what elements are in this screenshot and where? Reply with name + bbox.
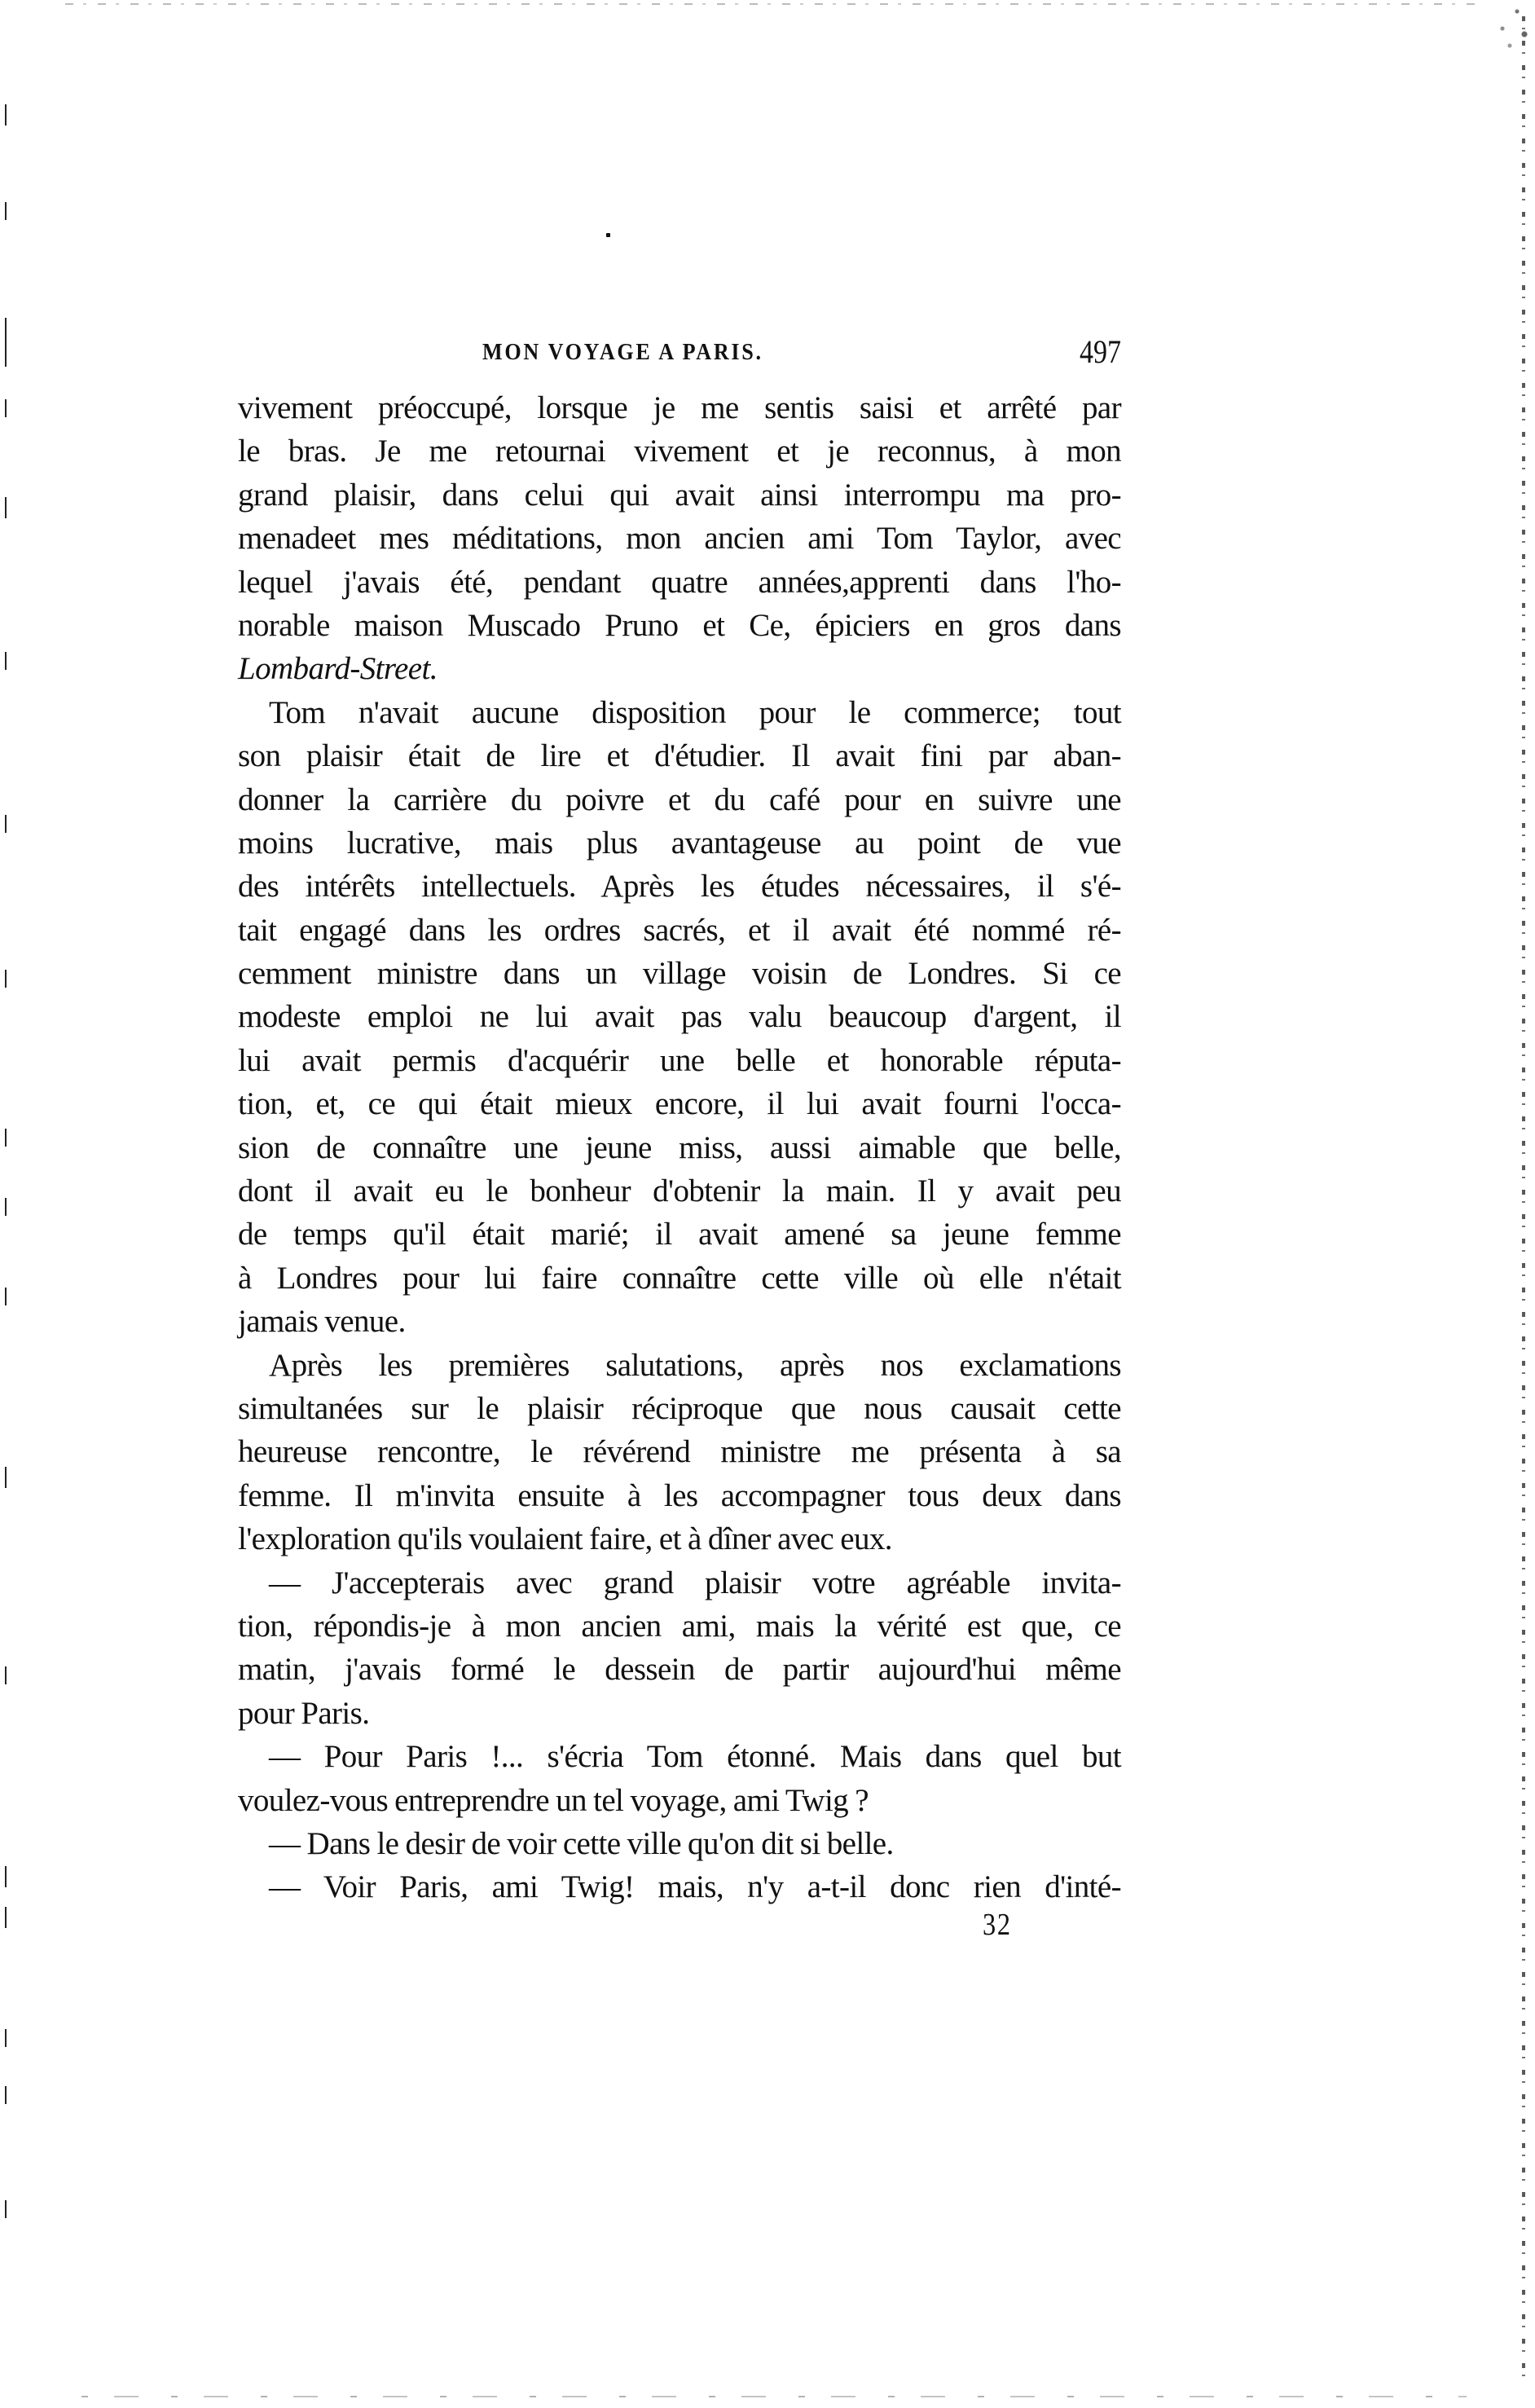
running-header xyxy=(238,332,1121,368)
text-line: moins lucrative, mais plus avantageuse au point de vue xyxy=(238,825,1121,861)
text-line: modeste emploi ne lui avait pas valu beaucoup d'argent, il xyxy=(238,999,1121,1035)
scan-mark xyxy=(5,652,7,670)
scan-mark xyxy=(5,1288,7,1305)
scan-mark xyxy=(5,2029,7,2047)
text-line: donner la carrière du poivre et du café pour en suivre une xyxy=(238,781,1121,817)
text-line: — Pour Paris !... s'écria Tom étonné. Mais dans quel but xyxy=(269,1739,1121,1775)
scan-mark xyxy=(5,104,7,125)
scan-mark xyxy=(5,1866,7,1887)
text-line: norable maison Muscado Pruno et Ce, épiciers en gros dans xyxy=(238,607,1121,643)
text-line: — J'accepterais avec grand plaisir votre agréable invita- xyxy=(269,1565,1121,1600)
text-line: de temps qu'il était marié; il avait amené sa jeune femme xyxy=(238,1217,1121,1252)
scan-mark xyxy=(5,497,7,518)
scan-mark xyxy=(5,1129,7,1147)
text-line: heureuse rencontre, le révérend ministre me présenta à sa xyxy=(238,1434,1121,1470)
text-line: l'exploration qu'ils voulaient faire, et à dîner avec eux. xyxy=(238,1521,892,1557)
scan-mark xyxy=(5,1666,7,1684)
scan-speck xyxy=(606,233,610,237)
text-line: femme. Il m'invita ensuite à les accompagner tous deux dans xyxy=(238,1477,1121,1513)
text-line: tion, répondis-je à mon ancien ami, mais la vérité est que, ce xyxy=(238,1608,1121,1644)
scan-mark xyxy=(5,399,7,417)
text-line: tion, et, ce qui était mieux encore, il lui avait fourni l'occa- xyxy=(238,1086,1121,1122)
scan-mark xyxy=(5,318,7,367)
text-line: Après les premières salutations, après nos exclamations xyxy=(269,1347,1121,1383)
scan-mark xyxy=(5,202,7,220)
text-line: cemment ministre dans un village voisin de Londres. Si ce xyxy=(238,956,1121,992)
scan-mark xyxy=(5,815,7,833)
text-line: — Dans le desir de voir cette ville qu'on dit si belle. xyxy=(269,1825,894,1861)
scan-edge-bottom xyxy=(81,2396,1467,2397)
scan-mark xyxy=(5,2086,7,2104)
text-line: simultanées sur le plaisir réciproque que nous causait cette xyxy=(238,1390,1121,1426)
text-line: grand plaisir, dans celui qui avait ainsi interrompu ma pro- xyxy=(238,477,1121,513)
text-line: Lombard-Street. xyxy=(238,651,438,687)
text-line: à Londres pour lui faire connaître cette ville où elle n'était xyxy=(238,1260,1121,1296)
text-line: — Voir Paris, ami Twig! mais, n'y a-t-il donc rien d'inté- xyxy=(269,1869,1121,1905)
scan-mark xyxy=(5,1467,7,1488)
text-line: vivement préoccupé, lorsque je me sentis saisi et arrêté par xyxy=(238,390,1121,425)
scan-edge-right xyxy=(1522,16,1525,2379)
signature-mark: 32 xyxy=(983,1908,1012,1942)
text-line: des intérêts intellectuels. Après les études nécessaires, il s'é- xyxy=(238,869,1121,905)
text-line: menadeet mes méditations, mon ancien ami Tom Taylor, avec xyxy=(238,521,1121,557)
scan-mark xyxy=(5,1198,7,1216)
text-line: sion de connaître une jeune miss, aussi aimable que belle, xyxy=(238,1129,1121,1165)
scan-mark xyxy=(5,2200,7,2218)
text-line: jamais venue. xyxy=(238,1304,406,1340)
text-line: matin, j'avais formé le dessein de partir aujourd'hui même xyxy=(238,1652,1121,1688)
body-text xyxy=(238,386,1121,1909)
text-line: lequel j'avais été, pendant quatre années,apprenti dans l'ho- xyxy=(238,564,1121,600)
scan-mark xyxy=(5,1907,7,1928)
text-line: voulez-vous entreprendre un tel voyage, ami Twig ? xyxy=(238,1782,869,1818)
text-line: pour Paris. xyxy=(238,1695,370,1731)
text-line: dont il avait eu le bonheur d'obtenir la main. Il y avait peu xyxy=(238,1173,1121,1209)
text-line: lui avait permis d'acquérir une belle et honorable réputa- xyxy=(238,1042,1121,1078)
running-title: MON VOYAGE A PARIS. xyxy=(482,339,763,365)
text-line: tait engagé dans les ordres sacrés, et il avait été nommé ré- xyxy=(238,912,1121,948)
text-line: son plaisir était de lire et d'étudier. Il avait fini par aban- xyxy=(238,738,1121,774)
scan-mark xyxy=(5,970,7,988)
text-line: Tom n'avait aucune disposition pour le commerce; tout xyxy=(269,694,1121,730)
text-line: le bras. Je me retournai vivement et je reconnus, à mon xyxy=(238,434,1121,469)
page-number: 497 xyxy=(1080,333,1121,370)
scan-edge-top xyxy=(65,3,1483,5)
